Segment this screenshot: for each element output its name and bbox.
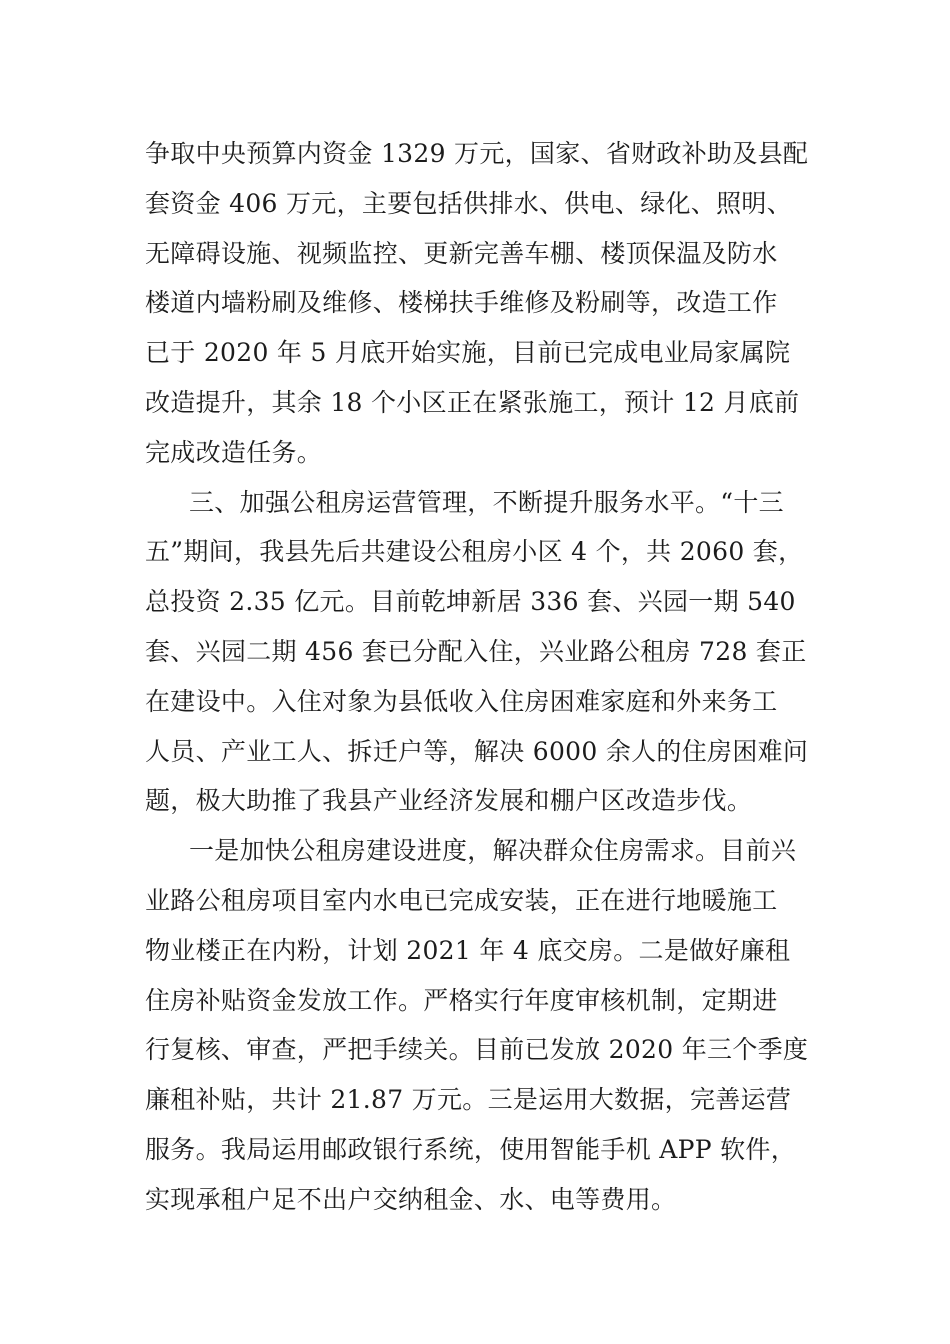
text-line: 题，极大助推了我县产业经济发展和棚户区改造步伐。: [145, 786, 753, 816]
text-line: 在建设中。入住对象为县低收入住房困难家庭和外来务工: [145, 686, 778, 716]
text-line: 套资金 406 万元，主要包括供排水、供电、绿化、照明、: [145, 188, 793, 218]
text-line: 廉租补贴，共计 21.87 万元。三是运用大数据，完善运营: [145, 1085, 792, 1115]
text-line: 物业楼正在内粉，计划 2021 年 4 底交房。二是做好廉租: [145, 935, 791, 965]
text-line: 套、兴园二期 456 套已分配入住，兴业路公租房 728 套正: [145, 636, 807, 666]
text-line: 完成改造任务。: [145, 437, 323, 467]
text-line: 总投资 2.35 亿元。目前乾坤新居 336 套、兴园一期 540: [145, 587, 796, 617]
document-body: [145, 129, 825, 1225]
text-line: 楼道内墙粉刷及维修、楼梯扶手维修及粉刷等，改造工作: [145, 288, 778, 318]
text-line: 五”期间，我县先后共建设公租房小区 4 个，共 2060 套，: [145, 537, 804, 567]
text-line: 改造提升，其余 18 个小区正在紧张施工，预计 12 月底前: [145, 387, 800, 417]
text-line: 已于 2020 年 5 月底开始实施，目前已完成电业局家属院: [145, 338, 791, 368]
text-line: 人员、产业工人、拆迁户等，解决 6000 余人的住房困难问: [145, 736, 809, 766]
paragraph-start-line: 一是加快公租房建设进度，解决群众住房需求。目前兴: [189, 836, 797, 866]
text-line: 服务。我局运用邮政银行系统，使用智能手机 APP 软件，: [145, 1134, 796, 1164]
paragraph-start-line: 三、加强公租房运营管理，不断提升服务水平。“十三: [189, 487, 784, 517]
text-line: 争取中央预算内资金 1329 万元，国家、省财政补助及县配: [145, 139, 809, 168]
text-line: 业路公租房项目室内水电已完成安装，正在进行地暖施工: [145, 885, 778, 915]
text-line: 实现承租户足不出户交纳租金、水、电等费用。: [145, 1184, 677, 1214]
text-line: 住房补贴资金发放工作。严格实行年度审核机制，定期进: [145, 985, 778, 1015]
text-line: 无障碍设施、视频监控、更新完善车棚、楼顶保温及防水: [145, 238, 778, 268]
text-line: 行复核、审查，严把手续关。目前已发放 2020 年三个季度: [145, 1035, 809, 1065]
